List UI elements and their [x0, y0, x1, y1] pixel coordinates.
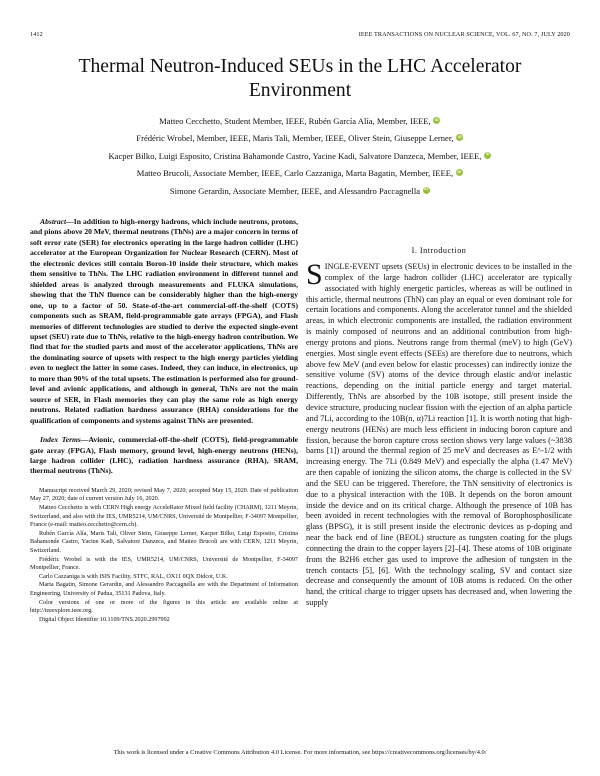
page-number: 1412: [30, 31, 43, 38]
footnotes: [30, 487, 298, 625]
license-footer[interactable]: This work is licensed under a Creative Commons Attribution 4.0 License. For more information, see https://creativecommons.org/licenses/by/4.0/: [113, 749, 487, 756]
author-line: Frédéric Wrobel, Member, IEEE, Maris Tali, Member, IEEE, Oliver Stein, Giuseppe Lerner, iD: [40, 130, 560, 147]
orcid-icon[interactable]: [456, 134, 463, 141]
footnote: Rubén García Alía, Maris Tali, Oliver Stein, Giuseppe Lerner, Kacper Bilko, Luigi Esposito, Cristina Bahamonde Castro, Yacine Kadi, Salvatore Danzeca, and Matteo Brucoli are with CERN, 1211 Meyrin, Switzerland.: [30, 530, 298, 555]
index-terms: Index Terms—Avionic, commercial-off-the-shelf (COTS), field-programmable gate array (FPGA), Flash memory, ground level, high-energy neutrons (HENs), large hadron collider (LHC), radiation hardness assurance (RHA), SRAM, thermal neutrons (ThNs).: [30, 435, 298, 476]
author-line: Simone Gerardin, Associate Member, IEEE, and Alessandro Paccagnella iD: [40, 183, 560, 200]
drop-cap: S: [306, 258, 323, 291]
footnote: Carlo Cazzaniga is with ISIS Facility, STFC, RAL, OX11 0QX Didcot, U.K.: [39, 573, 228, 580]
abstract: Abstract—In addition to high-energy hadrons, which include neutrons, protons, and pions above 20 MeV, thermal neutrons (ThNs) are a major concern in terms of soft error rate (SER) for electronics operating in the large hadron collider (LHC) accelerator at the European Organization for Nuclear Research (CERN). Most of the electronic devices still contain Boron-10 inside their structure, which makes them sensitive to ThNs. The LHC radiation environment in different tunnel and shielded areas is analyzed through measurements and FLUKA simulations, showing that the ThN fluence can be considerably higher than the high-energy one, up to a factor of 50. State-of-the-art commercial-off-the-shelf (COTS) components such as SRAM, field-programmable gate arrays (FPGA), and Flash memories of different technologies are studied to derive the expected single-event upset (SEU) rate due to ThNs, relative to the high-energy hadron contribution. We find that for the studied parts and most of the accelerator applications, ThNs are the dominating source of upsets with respect to the high energy particles yielding even to neglect the latter in some cases. Indeed, they can induce, in electronics, up to more than 90% of the total upsets. The estimation is performed also for ground-level and avionic applications, and although in general, ThNs are not the main source of SER, in Flash memories they can play the same role as high energy neutrons. Related radiation hardness assurance (RHA) considerations for the qualification of components and systems against ThNs are presented.: [30, 217, 298, 425]
section-heading: I. Introduction: [411, 246, 467, 255]
footnote: Manuscript received March 29, 2020; revised May 7, 2020; accepted May 15, 2020. Date of publication May 27, 2020; date of current version July 16, 2020.: [30, 487, 298, 503]
footnote: Marta Bagatin, Simone Gerardin, and Alessandro Paccagnella are with the Department of Information Engineering, University of Padua, 35131 Padova, Italy.: [30, 582, 298, 597]
left-column: [30, 217, 298, 624]
journal-header: IEEE TRANSACTIONS ON NUCLEAR SCIENCE, VOL. 67, NO. 7, JULY 2020: [358, 31, 570, 38]
orcid-icon[interactable]: [456, 169, 463, 176]
footnote: Digital Object Identifier 10.1109/TNS.2020.2997992: [39, 616, 170, 623]
paper-title: Thermal Neutron-Induced SEUs in the LHC Accelerator Environment: [78, 56, 522, 101]
orcid-icon[interactable]: [484, 152, 491, 159]
author-list: [40, 113, 560, 200]
orcid-icon[interactable]: [423, 187, 430, 194]
intro-paragraph: SINGLE-EVENT upsets (SEUs) in electronic devices to be installed in the complex of the large hadron collider (LHC) accelerator are typically associated with highly energetic particles, whereas as will be outlined in this article, thermal neutrons (ThN) can play an equal or even dominant role for certain locations and components. Along the accelerator tunnel and the shielded areas, in which electronic components are installed, the radiation environment is mainly composed of neutrons and an additional contribution from high-energy protons and pions. Neutrons range from thermal (meV) to high (GeV) energies. Most single event effects (SEEs) are therefore due to neutrons, which above few MeV (and even below for elastic processes) can indirectly ionize the sensitive volume (SV) atoms of the device through elastic and/or inelastic reactions, depending on the initial particle energy and target material. Differently, ThNs are absorbed by the 10B isotope, still present inside the device structure, producing nuclear fission with the ejection of an alpha particle and 7Li, according to the 10B(n, α)7Li reaction [1]. It is worth noting that high-energy neutrons (HENs) are much less efficient in inducing boron capture and fission, because the boron capture cross section shows very large values (~3838 barns [1]) around the thermal region of 25 meV and decreases as E^-1/2 with increasing energy. The 7Li (0.849 MeV) and especially the alpha (1.47 MeV) are then capable of ionizing the silicon atoms, the charge is collected in the SV and the SEU can be triggered. Therefore, the ThN sensitivity of electronics is due to a physical interaction with the 10B. It depends on the boron amount inside the device and on its critical charge. Although the presence of 10B has been avoided in recent technologies with the removal of Borophosphosilicate glass (BPSG), it is still present inside the electronic devices as p-doping and near the back end of line (BEOL) structure as tungsten coating for the plugs connecting the drain to the copper layers [2]–[4]. These atoms of 10B originate from the B2H6 etcher gas used to improve the adhesion of tungsten in the trench contacts [5], [6]. With the technology scaling, SV and contact size decrease and consequently the amount of 10B atoms is reduced. On the other hand, the critical charge to trigger upsets has decreased and, when lowering the supply: [306, 258, 572, 608]
footnote: Color versions of one or more of the figures in this article are available online at http://ieeexplore.ieee.org.: [30, 599, 298, 615]
author-line: Matteo Brucoli, Associate Member, IEEE, Carlo Cazzaniga, Marta Bagatin, Member, IEEE, iD: [40, 165, 560, 182]
author-line: Matteo Cecchetto, Student Member, IEEE, Rubén García Alía, Member, IEEE, iD: [40, 113, 560, 130]
author-line: Kacper Bilko, Luigi Esposito, Cristina Bahamonde Castro, Yacine Kadi, Salvatore Danzeca, Member, IEEE, iD: [40, 148, 560, 165]
footnote: Frédéric Wrobel is with the IES, UMR5214, UM/CNRS, Université de Montpellier, F-34097 Montpellier, France.: [30, 556, 298, 572]
running-header: [30, 31, 570, 41]
footnote: Matteo Cecchetto is with CERN High energy AcceleRator Mixed field facility (CHARM), 1211 Meyrin, Switzerland, and also with the IES, UMR5214, UM/CNRS, Université de Montpellier, F-34097 Montpellier, France (e-mail: matteo.cecchetto@cern.ch).: [30, 505, 298, 529]
orcid-icon[interactable]: [433, 117, 440, 124]
